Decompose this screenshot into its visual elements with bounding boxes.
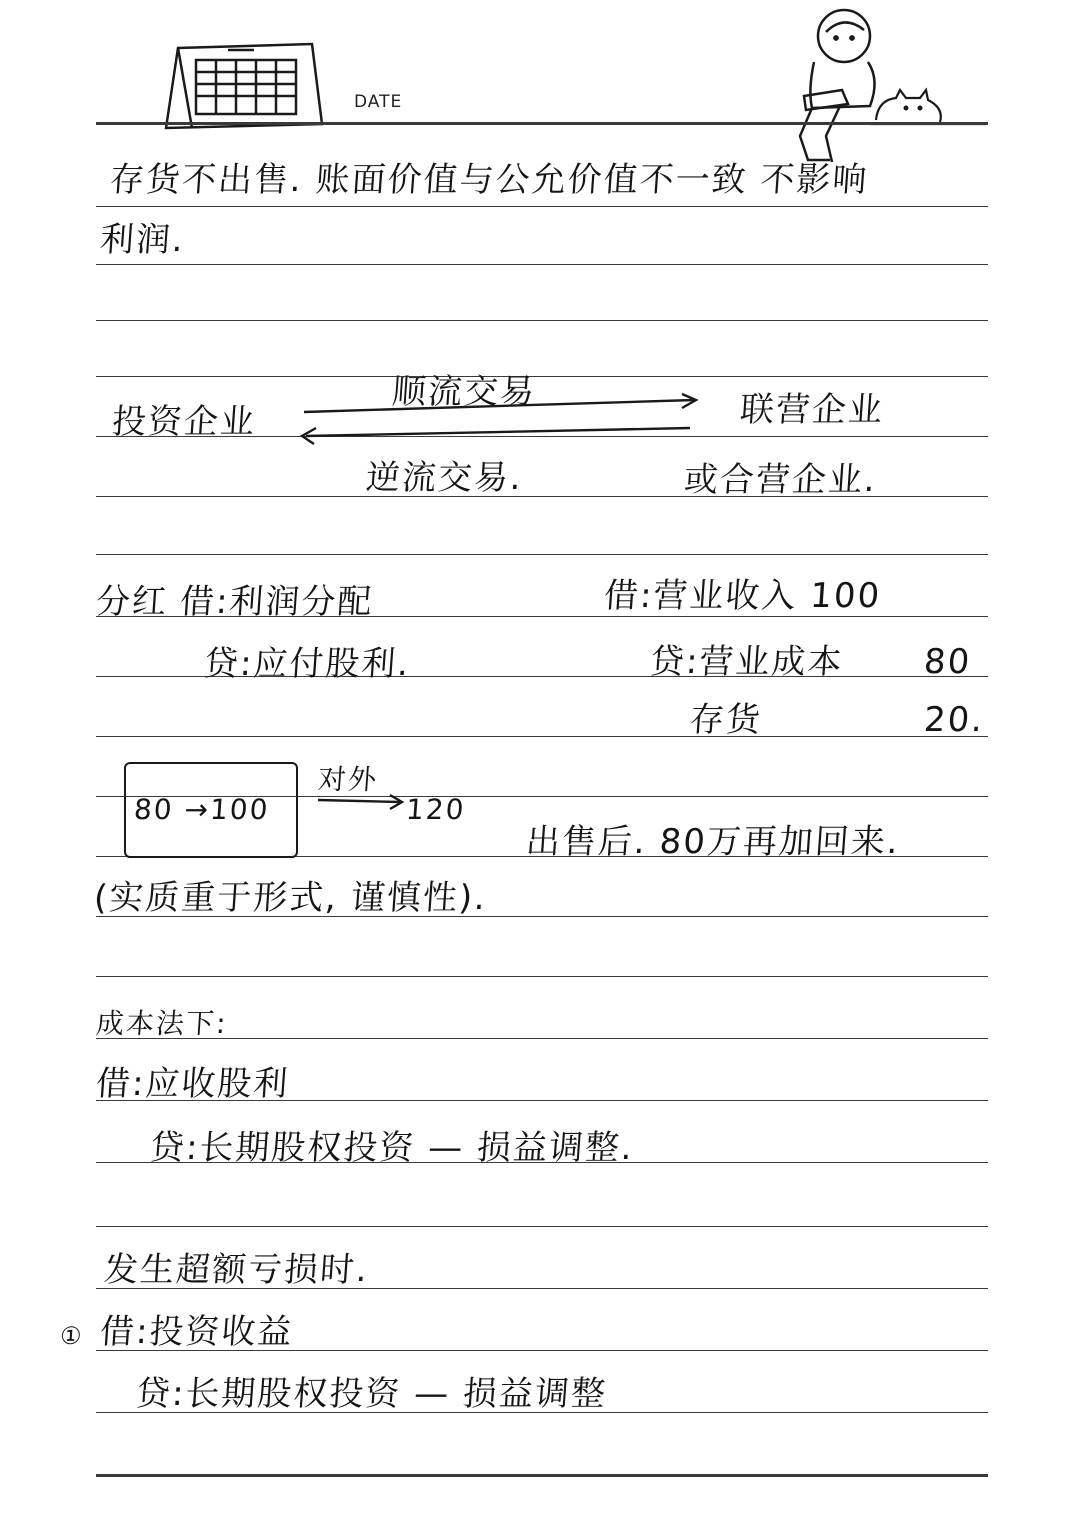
- cost-method-debit: 借:应收股利: [94, 1064, 291, 1104]
- external-label: 对外: [316, 763, 380, 796]
- upstream-label: 逆流交易.: [364, 458, 525, 498]
- principle-note: (实质重于形式, 谨慎性).: [92, 878, 489, 918]
- ruled-line: [96, 554, 988, 555]
- ruled-line: [96, 320, 988, 321]
- excess-loss-debit: 借:投资收益: [98, 1312, 295, 1352]
- ruled-line: [96, 976, 988, 977]
- note-line-1: 存货不出售. 账面价值与公允价值不一致 不影响: [108, 160, 870, 200]
- downstream-label: 顺流交易: [390, 372, 538, 412]
- upstream-arrow: [306, 428, 690, 436]
- revenue-debit: 借:营业收入 100: [602, 576, 883, 616]
- ruled-line: [96, 264, 988, 265]
- note-line-2: 利润.: [98, 220, 187, 260]
- ruled-line: [96, 1226, 988, 1227]
- dividend-credit: 贷:应付股利.: [202, 644, 412, 684]
- sitting-person-icon: [800, 10, 875, 162]
- ruled-line: [96, 736, 988, 737]
- cost-method-credit: 贷:长期股权投资 — 损益调整.: [148, 1128, 636, 1168]
- date-label: DATE: [354, 92, 403, 112]
- joint-venture-entity: 或合营企业.: [682, 460, 879, 500]
- dividend-debit: 借:利润分配: [178, 582, 375, 622]
- value-box-text: 80 →100: [132, 793, 271, 826]
- excess-loss-title: 发生超额亏损时.: [102, 1250, 371, 1290]
- footer-rule: [96, 1474, 988, 1477]
- downstream-arrowhead: [682, 394, 696, 408]
- revenue-credit-inventory-amount: 20.: [922, 700, 986, 740]
- cat-icon: [876, 90, 941, 122]
- investor-entity: 投资企业: [110, 402, 258, 442]
- associate-entity: 联营企业: [738, 390, 886, 430]
- dividend-label: 分红: [94, 582, 170, 622]
- list-marker: ①: [59, 1322, 85, 1350]
- ruled-line: [96, 206, 988, 207]
- external-value: 120: [404, 793, 467, 826]
- header-rule: [96, 122, 988, 125]
- revenue-credit-cost: 贷:营业成本: [648, 642, 845, 682]
- ruled-line: [96, 376, 988, 377]
- excess-loss-credit: 贷:长期股权投资 — 损益调整: [134, 1374, 609, 1414]
- revenue-credit-cost-amount: 80: [922, 642, 973, 682]
- cost-method-title: 成本法下:: [94, 1007, 229, 1040]
- after-sale-note: 出售后. 80万再加回来.: [524, 822, 902, 862]
- ruled-line: [96, 1038, 988, 1039]
- revenue-credit-inventory: 存货: [688, 700, 764, 740]
- calendar-icon: [166, 44, 322, 128]
